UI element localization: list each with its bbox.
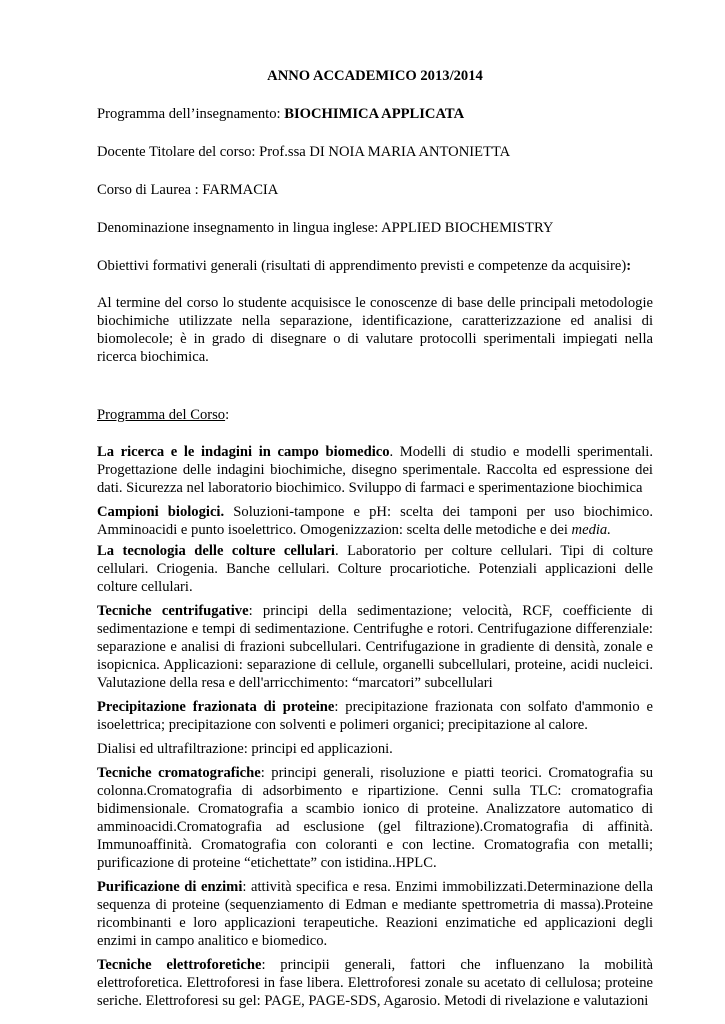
- section-centrifugative: Tecniche centrifugative: principi della sedimentazione; velocità, RCF, coefficiente di sedimentazione e tempi di sedimentazione. Centrifughe e rotori. Centrifugazione differenziale: separazione e analisi di frazioni subcellulari. Centrifugazione in gradiente di densità, zonale e isopicnica. Applicazioni: separazione di cellule, organelli subcellulari, proteine, acidi nucleici. Valutazione della resa e dell'arricchimento: “marcatori” subcellulari: [97, 603, 653, 691]
- section-enzimi: Purificazione di enzimi: attività specifica e resa. Enzimi immobilizzati.Determinazione della sequenza di proteine (sequenziamento di Edman e mediante spettrometria di massa).Proteine ricombinanti e loro applicazioni terapeutiche. Reazioni enzimatiche ed applicazioni degli enzimi in campo analitico e biomedico.: [97, 879, 653, 949]
- section-elettroforetiche: Tecniche elettroforetiche: principii generali, fattori che influenzano la mobilità elettroforetica. Elettroforesi in fase libera. Elettroforesi zonale su acetato di cellulosa; proteine seriche. Elettroforesi su gel: PAGE, PAGE-SDS, Agarosio. Metodi di rivelazione e valutazioni: [97, 957, 654, 1009]
- objectives-text: Al termine del corso lo studente acquisisce le conoscenze di base delle principali metodologie biochimiche utilizzate nella separazione, identificazione, caratterizzazione ed analisi di biomolecole; è in grado di disegnare o di valutare protocolli sperimentali impiegati nella ricerca biochimica.: [97, 295, 653, 365]
- section-precipitazione: Precipitazione frazionata di proteine: precipitazione frazionata con solfato d'ammonio e isoelettrica; precipitazione con solventi e polimeri organici; precipitazione al calore.: [97, 699, 653, 733]
- section-colture: La tecnologia delle colture cellulari. Laboratorio per colture cellulari. Tipi di colture cellulari. Criogenia. Banche cellulari. Colture procariotiche. Potenziali applicazioni delle colture cellulari.: [97, 543, 654, 595]
- objectives-label: Obiettivi formativi generali (risultati di apprendimento previsti e competenze da acquisire):: [97, 258, 632, 274]
- academic-year-heading: ANNO ACCADEMICO 2013/2014: [267, 68, 483, 84]
- degree-line: Corso di Laurea : FARMACIA: [97, 182, 279, 198]
- section-cromatografiche: Tecniche cromatografiche: principi generali, risoluzione e piatti teorici. Cromatografia su colonna.Cromatografia di adsorbimento e ripartizione. Cenni sulla TLC: cromatografia bidimensionale. Cromatografia a scambio ionico di proteine. Analizzatore automatico di amminoacidi.Cromatografia ad esclusione (gel filtrazione).Cromatografia di affinità. Immunoaffinità. Cromatografia con coloranti e con lectine. Cromatografia con metalli; purificazione di proteine “etichettate” con istidina..HPLC.: [97, 765, 653, 871]
- section-campioni: Campioni biologici. Soluzioni-tampone e pH: scelta dei tamponi per uso biochimico. Amminoacidi e punto isoelettrico. Omogenizzazion: scelta delle metodiche e dei media.: [97, 504, 653, 538]
- teacher-line: Docente Titolare del corso: Prof.ssa DI NOIA MARIA ANTONIETTA: [97, 144, 511, 160]
- english-name-line: Denominazione insegnamento in lingua inglese: APPLIED BIOCHEMISTRY: [97, 220, 554, 236]
- program-title: Programma del Corso:: [97, 407, 230, 423]
- course-program-line: Programma dell’insegnamento: BIOCHIMICA APPLICATA: [97, 106, 465, 122]
- course-name: BIOCHIMICA APPLICATA: [284, 106, 465, 122]
- section-dialisi: Dialisi ed ultrafiltrazione: principi ed applicazioni.: [97, 741, 393, 757]
- section-ricerca: La ricerca e le indagini in campo biomedico. Modelli di studio e modelli sperimentali. Progettazione delle indagini biochimiche, disegno sperimentale. Raccolta ed espressione dei dati. Sicurezza nel laboratorio biochimico. Sviluppo di farmaci e sperimentazione biochimica: [97, 444, 653, 496]
